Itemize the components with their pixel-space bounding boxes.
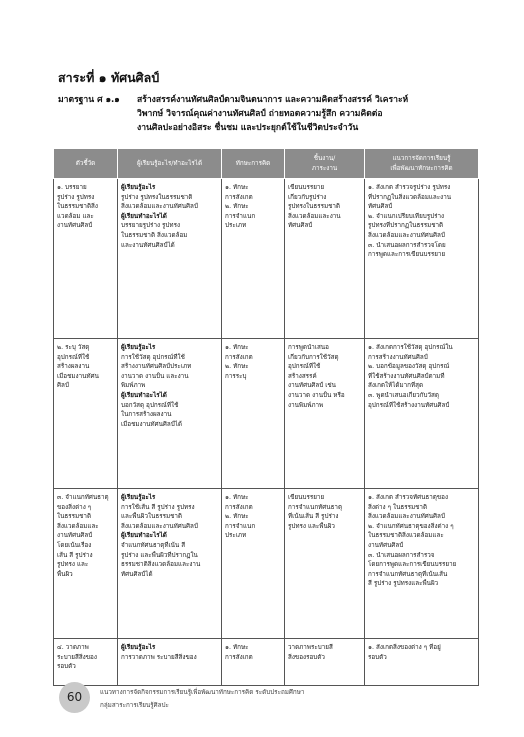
cell-thinking-skill: [222, 489, 285, 639]
cell-line: ๓. นำเสนอผลการสำรวจ: [368, 551, 435, 559]
cell-indicator: [54, 179, 118, 339]
cell-line: สิ่งแวดล้อมและงานทัศนศิลป์: [121, 522, 198, 530]
cell-line: พื้นผิว: [57, 570, 73, 578]
cell-line: ๑. สังเกตสิ่งของต่าง ๆ ที่อยู่: [368, 644, 441, 651]
cell-line: ๓. นำเสนอผลการสำรวจโดย: [368, 241, 446, 249]
cell-line: ๑. สังเกตการใช้วัสดุ อุปกรณ์ใน: [368, 344, 453, 351]
header-thinking-skill: ทักษะการคิด: [222, 149, 285, 179]
cell-line: การจำแนกทัศนธาตุที่เน้นเส้น: [368, 570, 448, 578]
cell-line: ๒. จำแนกทัศนธาตุของสิ่งต่าง ๆ: [368, 522, 454, 530]
cell-task: [285, 639, 365, 686]
cell-line: สิ่งแวดล้อมและงานทัศนศิลป์: [368, 513, 445, 521]
cell-line: ๑. ทักษะ: [225, 344, 249, 351]
cell-line: เขียนบรรยาย: [288, 494, 325, 501]
cell-line: ๔. วาดภาพ: [57, 644, 89, 651]
cell-line: สิ่งต่าง ๆ ในธรรมชาติ: [368, 503, 428, 511]
cell-line: วาดภาพระบายสี: [288, 644, 333, 651]
cell-line: เส้น สี รูปร่าง: [57, 551, 93, 559]
cell-line: รูปทรง และพื้นผิว: [288, 522, 335, 530]
cell-line: ๒. ทักษะ: [225, 203, 249, 211]
cell-line: รูปร่าง รูปทรงในธรรมชาติ: [121, 193, 193, 201]
cell-line: ๑. บรรยาย: [57, 184, 87, 191]
cell-line: งานวาด งานปั้น และงาน: [121, 372, 189, 380]
cell-line: การระบุ: [225, 372, 247, 380]
cell-line: ๓. พูดนำเสนอเกี่ยวกับวัสดุ: [368, 391, 439, 399]
cell-line: สิ่งแวดล้อมและงานทัศนศิลป์: [368, 231, 445, 239]
cell-thinking-skill: [222, 339, 285, 489]
cell-line: อุปกรณ์ที่ใช้: [57, 353, 90, 361]
cell-line: ธรรมชาติสิ่งแวดล้อมและงาน: [121, 561, 201, 569]
cell-line: สิ่งแวดล้อมและงาน: [288, 212, 341, 220]
cell-line: บอกวัสดุ อุปกรณ์ที่ใช้: [121, 401, 179, 409]
cell-line: งานทัศนศิลป์: [57, 222, 93, 230]
cell-line: ที่ปรากฏในสิ่งแวดล้อมและงาน: [368, 193, 452, 201]
cell-line: ๑. สังเกต สำรวจทัศนธาตุของ: [368, 494, 449, 501]
cell-line: และพื้นผิวในธรรมชาติ: [121, 513, 183, 521]
cell-thinking-skill: [222, 639, 285, 686]
cell-line: ในการสร้างผลงาน: [121, 411, 172, 419]
cell-learning: [118, 339, 222, 489]
cell-line: ในธรรมชาติสิ่งแวดล้อมและ: [368, 532, 444, 540]
cell-line: ประเภท: [225, 532, 247, 540]
cell-line: ที่ใช้สร้างงานทัศนศิลป์ตามที่: [368, 372, 445, 380]
section-heading: ผู้เรียนรู้อะไร: [121, 644, 156, 651]
cell-line: การพูดนำเสนอ: [288, 344, 329, 351]
cell-line: งานวาด งานปั้น หรือ: [288, 391, 345, 399]
cell-line: จำแนกทัศนธาตุที่เน้น สี: [121, 541, 186, 549]
cell-line: การจำแนกทัศนธาตุ: [288, 503, 343, 511]
section-heading: ผู้เรียนรู้อะไร: [121, 184, 156, 191]
cell-line: ๑. ทักษะ: [225, 494, 249, 501]
cell-line: การสังเกต: [225, 503, 253, 511]
cell-line: เมื่อชมงานทัศน: [57, 372, 99, 380]
standard-block: [58, 93, 488, 135]
standard-text: [137, 93, 488, 135]
cell-line: ในธรรมชาติ: [57, 513, 92, 521]
footer-title: แนวทางการจัดกิจกรรมการเรียนรู้เพื่อพัฒนาทักษะการคิด ระดับประถมศึกษา: [100, 689, 305, 696]
cell-line: รอบตัว: [368, 653, 387, 661]
cell-line: ๒. บอกข้อมูลของวัสดุ อุปกรณ์: [368, 363, 450, 371]
cell-approach: [365, 639, 479, 686]
cell-task: [285, 339, 365, 489]
cell-line: สี รูปร่าง รูปทรงและพื้นผิว: [368, 580, 439, 588]
cell-task: [285, 489, 365, 639]
cell-line: ทัศนศิลป์: [368, 203, 393, 211]
cell-line: แวดล้อม และ: [57, 212, 94, 220]
strand-title: สาระที่ ๑ ทัศนศิลป์: [58, 70, 160, 85]
cell-line: ๒. ระบุ วัสดุ: [57, 344, 90, 351]
cell-line: สร้างสรรค์: [288, 372, 317, 380]
cell-line: โดยการพูดและการเขียนบรรยาย: [368, 561, 457, 569]
cell-line: ๑. ทักษะ: [225, 184, 249, 191]
cell-line: รูปร่าง และพื้นผิวที่ปรากฏใน: [121, 551, 198, 559]
header-learning: ผู้เรียนรู้อะไร/ทำอะไรได้: [118, 149, 222, 179]
cell-line: ๒. จำแนกเปรียบเทียบรูปร่าง: [368, 212, 445, 220]
cell-line: ในธรรมชาติ สิ่งแวดล้อม: [121, 231, 188, 239]
cell-line: ๑. ทักษะ: [225, 644, 249, 651]
header-approach: แนวการจัดการเรียนรู้ เพื่อพัฒนาทักษะการคิด: [365, 149, 479, 179]
cell-line: รูปทรงในธรรมชาติ: [288, 203, 341, 211]
section-heading: ผู้เรียนทำอะไรได้: [121, 532, 167, 540]
cell-task: [285, 179, 365, 339]
cell-line: การสังเกต: [225, 353, 253, 361]
cell-line: การจำแนก: [225, 522, 256, 530]
page-number-badge: 60: [59, 682, 90, 713]
cell-line: เกี่ยวกับรูปร่าง: [288, 193, 327, 201]
cell-line: ของสิ่งต่าง ๆ: [57, 503, 92, 511]
standard-line: งานศิลปะอย่างอิสระ ชื่นชม และประยุกต์ใช้ในชีวิตประจำวัน: [137, 123, 359, 133]
section-heading: ผู้เรียนทำอะไรได้: [121, 212, 167, 220]
cell-line: ๑. สังเกต สำรวจรูปร่าง รูปทรง: [368, 184, 451, 191]
header-task: ชิ้นงาน/ ภาระงาน: [285, 149, 365, 179]
cell-learning: [118, 179, 222, 339]
cell-line: ที่เน้นเส้น สี รูปร่าง: [288, 513, 339, 521]
cell-line: ทัศนศิลป์ได้: [121, 570, 153, 578]
cell-line: ประเภท: [225, 222, 247, 230]
header-indicator: ตัวชี้วัด: [54, 149, 118, 179]
standard-line: วิพากษ์ วิจารณ์คุณค่างานทัศนศิลป์ ถ่ายทอดความรู้สึก ความคิดต่อ: [137, 109, 383, 119]
cell-indicator: [54, 639, 118, 686]
cell-line: อุปกรณ์ที่ใช้สร้างงานทัศนศิลป์: [368, 401, 450, 409]
cell-approach: [365, 339, 479, 489]
cell-line: การสังเกต: [225, 653, 253, 661]
cell-line: สิ่งแวดล้อมและงานทัศนศิลป์: [121, 203, 198, 211]
curriculum-table: [53, 148, 479, 686]
cell-line: รอบตัว: [57, 663, 76, 671]
cell-approach: [365, 179, 479, 339]
cell-line: บรรยายรูปร่าง รูปทรง: [121, 222, 181, 230]
cell-line: งานทัศนศิลป์: [57, 532, 93, 540]
cell-line: งานทัศนศิลป์ เช่น: [288, 382, 336, 390]
cell-line: สิ่งแวดล้อมและ: [57, 522, 99, 530]
cell-line: พิมพ์ภาพ: [121, 382, 146, 390]
cell-line: ในธรรมชาติสิ่ง: [57, 203, 98, 211]
cell-line: สังเกตให้ได้มากที่สุด: [368, 382, 424, 390]
cell-line: และงานทัศนศิลป์ได้: [121, 241, 175, 249]
cell-approach: [365, 489, 479, 639]
cell-learning: [118, 639, 222, 686]
cell-line: รูปทรง และ: [57, 561, 89, 569]
table-row: [54, 339, 479, 489]
cell-line: รูปทรงที่ปรากฏในธรรมชาติ: [368, 222, 444, 230]
section-heading: ผู้เรียนรู้อะไร: [121, 344, 156, 351]
section-heading: ผู้เรียนรู้อะไร: [121, 494, 156, 501]
footer-subtitle: กลุ่มสาระการเรียนรู้ศิลปะ: [100, 702, 169, 709]
cell-line: เกี่ยวกับการใช้วัสดุ: [288, 353, 339, 361]
cell-line: ทัศนศิลป์: [288, 222, 313, 230]
cell-line: รูปร่าง รูปทรง: [57, 193, 95, 201]
cell-line: การใช้วัสดุ อุปกรณ์ที่ใช้: [121, 353, 185, 361]
section-heading: ผู้เรียนทำอะไรได้: [121, 391, 167, 399]
cell-line: เมื่อชมงานทัศนศิลป์ได้: [121, 420, 182, 428]
cell-line: เขียนบรรยาย: [288, 184, 325, 191]
cell-line: ๒. ทักษะ: [225, 363, 249, 371]
cell-indicator: [54, 489, 118, 639]
cell-line: การสังเกต: [225, 193, 253, 201]
cell-line: สร้างผลงาน: [57, 363, 90, 371]
table-header-row: [54, 149, 479, 179]
cell-line: การสร้างงานทัศนศิลป์: [368, 353, 428, 361]
cell-line: อุปกรณ์ที่ใช้: [288, 363, 321, 371]
cell-line: การพูดและการเขียนบรรยาย: [368, 251, 446, 259]
cell-line: งานทัศนศิลป์: [368, 541, 404, 549]
cell-line: ศิลป์: [57, 382, 69, 390]
cell-line: สิ่งของรอบตัว: [288, 653, 325, 661]
cell-line: งานพิมพ์ภาพ: [288, 401, 324, 409]
cell-learning: [118, 489, 222, 639]
table-row: [54, 179, 479, 339]
standard-code: มาตรฐาน ศ ๑.๑: [58, 95, 120, 105]
cell-line: การวาดภาพ ระบายสีสิ่งของ: [121, 653, 197, 661]
standard-line: สร้างสรรค์งานทัศนศิลป์ตามจินตนาการ และความคิดสร้างสรรค์ วิเคราะห์: [137, 95, 409, 105]
table-row: [54, 489, 479, 639]
cell-line: ๒. ทักษะ: [225, 513, 249, 521]
cell-indicator: [54, 339, 118, 489]
cell-line: ๓. จำแนกทัศนธาตุ: [57, 494, 109, 501]
cell-line: โดยเน้นเรื่อง: [57, 541, 92, 549]
cell-line: ระบายสีสิ่งของ: [57, 653, 97, 661]
cell-line: สร้างงานทัศนศิลป์ประเภท: [121, 363, 192, 371]
cell-line: การจำแนก: [225, 212, 256, 220]
cell-line: การใช้เส้น สี รูปร่าง รูปทรง: [121, 503, 195, 511]
table-row: [54, 639, 479, 686]
cell-thinking-skill: [222, 179, 285, 339]
